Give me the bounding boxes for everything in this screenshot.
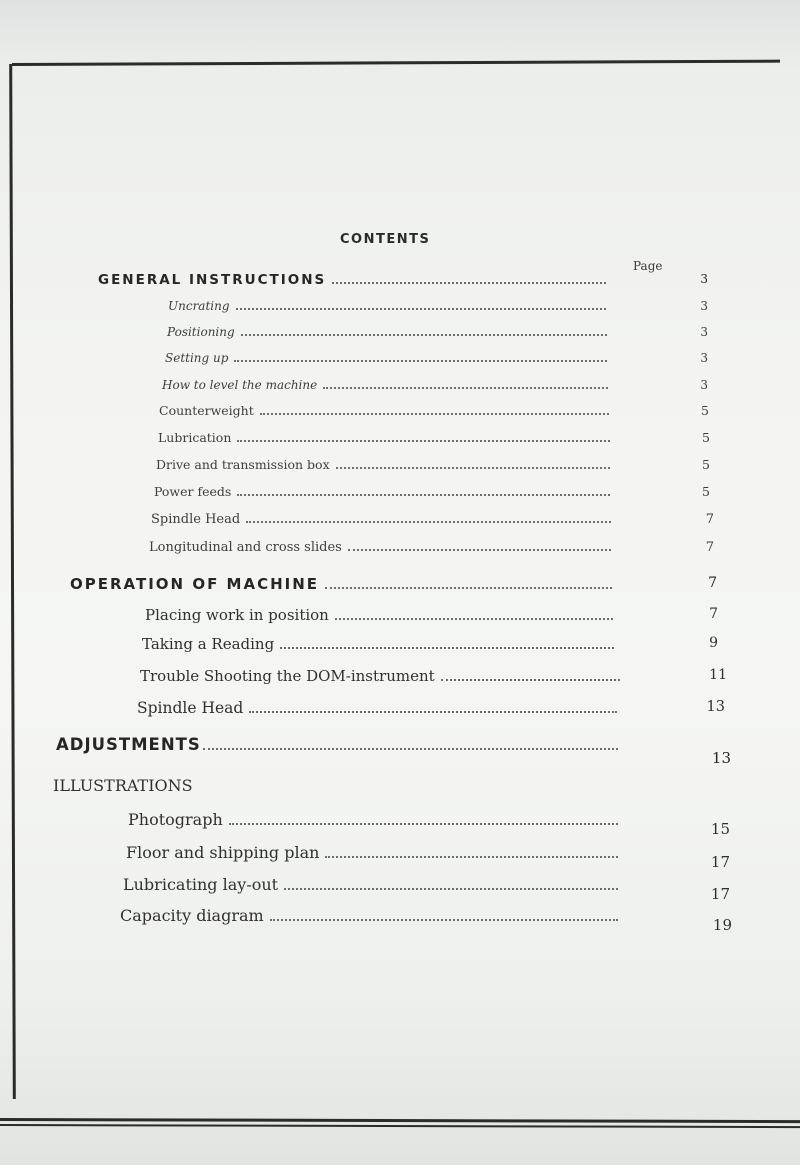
- page-number: 7: [709, 606, 718, 622]
- toc-item[interactable]: [137, 699, 725, 717]
- dot-leader: [237, 494, 610, 496]
- page-number: 3: [700, 325, 708, 339]
- dot-leader: [229, 823, 618, 825]
- toc-item[interactable]: [140, 667, 727, 685]
- toc-item[interactable]: [142, 635, 718, 653]
- dot-leader: [284, 888, 618, 890]
- dot-leader: [280, 647, 614, 649]
- dot-leader: [336, 467, 610, 469]
- toc-item[interactable]: [167, 325, 708, 339]
- bottom-border-rule-upper: [0, 1118, 800, 1123]
- page-number: 3: [700, 351, 708, 365]
- toc-section-general-instructions[interactable]: [98, 272, 708, 288]
- page-number: 5: [701, 403, 709, 418]
- item-label: Trouble Shooting the DOM-instrument: [140, 667, 435, 685]
- item-label: Spindle Head: [137, 699, 244, 717]
- dot-leader: [203, 748, 618, 750]
- page-number: 17: [710, 853, 730, 871]
- dot-leader: [249, 711, 617, 713]
- item-label: How to level the machine: [162, 378, 318, 392]
- section-heading: ILLUSTRATIONS: [53, 776, 193, 795]
- toc-item[interactable]: [151, 512, 714, 527]
- item-label: Longitudinal and cross slides: [149, 540, 342, 555]
- item-label: Taking a Reading: [142, 635, 275, 653]
- dot-leader: [234, 360, 607, 362]
- dot-leader: [325, 587, 612, 589]
- page-number: 3: [700, 272, 708, 286]
- section-heading: OPERATION OF MACHINE: [70, 575, 320, 593]
- page-number: 9: [709, 635, 718, 651]
- page-number: 5: [702, 430, 710, 445]
- dot-leader: [335, 618, 613, 620]
- item-label: Positioning: [167, 325, 235, 339]
- toc-item[interactable]: [159, 403, 709, 418]
- toc-item[interactable]: [126, 843, 730, 871]
- toc-item[interactable]: [168, 299, 708, 313]
- top-border-rule: [12, 60, 780, 66]
- page-number: 3: [700, 299, 708, 313]
- dot-leader: [237, 440, 610, 442]
- page-number: 5: [702, 457, 710, 472]
- toc-section-illustrations[interactable]: [53, 776, 199, 795]
- item-label: Spindle Head: [151, 512, 241, 527]
- section-heading: ADJUSTMENTS: [56, 735, 201, 754]
- item-label: Photograph: [128, 810, 223, 829]
- page-number: 7: [705, 540, 714, 555]
- page-number: 5: [702, 484, 710, 499]
- toc-item[interactable]: [156, 457, 710, 472]
- page-number: 3: [700, 378, 708, 392]
- dot-leader: [246, 521, 611, 523]
- page-number: 13: [711, 749, 731, 767]
- dot-leader: [332, 282, 606, 284]
- contents-title: CONTENTS: [340, 232, 431, 247]
- page-number: 19: [712, 916, 732, 934]
- dot-leader: [323, 387, 608, 389]
- item-label: Power feeds: [154, 484, 232, 499]
- dot-leader: [241, 334, 607, 336]
- toc-item[interactable]: [154, 484, 710, 499]
- page-column-header: Page: [633, 259, 663, 273]
- dot-leader: [236, 308, 606, 310]
- toc-item[interactable]: [145, 606, 718, 624]
- item-label: Setting up: [165, 351, 229, 365]
- toc-item[interactable]: [158, 430, 710, 445]
- toc-item[interactable]: [162, 378, 708, 392]
- dot-leader: [441, 679, 620, 681]
- dot-leader: [260, 413, 609, 415]
- dot-leader: [270, 919, 618, 921]
- toc-section-adjustments[interactable]: [56, 735, 731, 767]
- item-label: Lubrication: [158, 430, 232, 445]
- toc-section-operation-of-machine[interactable]: [70, 575, 717, 593]
- page-number: 7: [705, 512, 714, 527]
- toc-item[interactable]: [123, 875, 730, 903]
- left-border-rule: [9, 64, 16, 1099]
- item-label: Uncrating: [168, 299, 230, 313]
- page-number: 11: [709, 667, 727, 683]
- item-label: Placing work in position: [145, 606, 329, 624]
- item-label: Drive and transmission box: [156, 457, 330, 472]
- bottom-border-rule-lower: [0, 1124, 800, 1128]
- dot-leader: [348, 549, 611, 551]
- item-label: Counterweight: [159, 403, 254, 418]
- toc-item[interactable]: [120, 906, 732, 934]
- page-number: 17: [710, 885, 730, 903]
- page-number: 7: [708, 575, 717, 591]
- item-label: Lubricating lay-out: [123, 875, 279, 894]
- toc-item[interactable]: [128, 810, 730, 838]
- toc-item[interactable]: [149, 540, 714, 555]
- page-number: 13: [706, 699, 725, 715]
- section-heading: GENERAL INSTRUCTIONS: [98, 272, 327, 288]
- dot-leader: [325, 856, 618, 858]
- page-number: 15: [710, 820, 730, 838]
- item-label: Floor and shipping plan: [126, 843, 320, 862]
- item-label: Capacity diagram: [120, 906, 264, 925]
- toc-item[interactable]: [165, 351, 708, 365]
